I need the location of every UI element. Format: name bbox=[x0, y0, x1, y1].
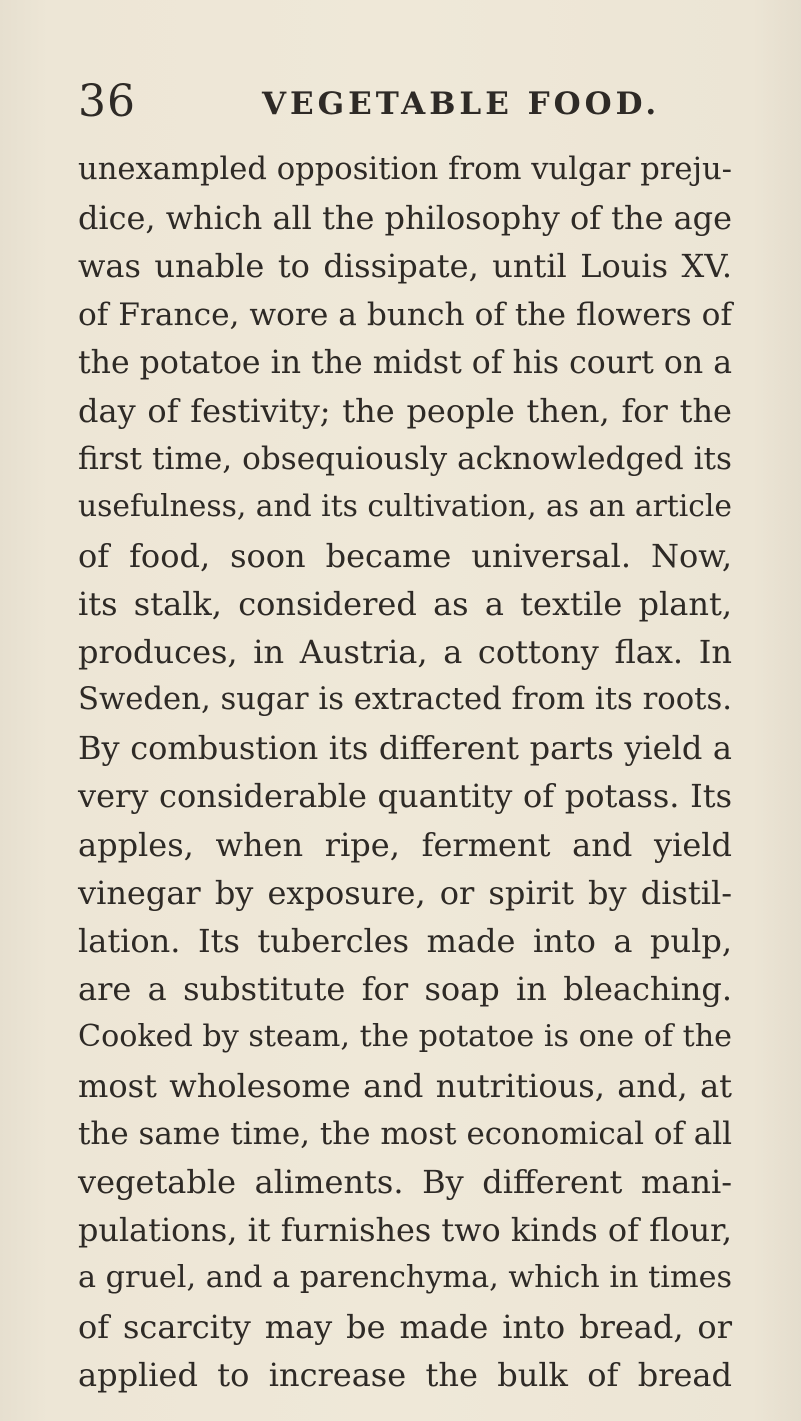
text-line: produces, in Austria, a cottony flax. In bbox=[78, 632, 732, 671]
page-header bbox=[78, 74, 738, 130]
text-line: Cooked by steam, the potatoe is one of the bbox=[78, 1019, 732, 1055]
text-line: vinegar by exposure, or spirit by distil- bbox=[78, 873, 732, 912]
text-line: usefulness, and its cultivation, as an article bbox=[78, 489, 732, 525]
text-line: pulations, it furnishes two kinds of flour, bbox=[78, 1211, 732, 1250]
page-number: 36 bbox=[78, 76, 136, 127]
text-line: day of festivity; the people then, for the bbox=[78, 391, 732, 430]
text-line: of France, wore a bunch of the flowers of bbox=[78, 296, 732, 333]
text-line: the same time, the most economical of all bbox=[78, 1115, 732, 1152]
text-line: lation. Its tubercles made into a pulp, bbox=[78, 922, 732, 960]
text-line: of food, soon became universal. Now, bbox=[78, 536, 732, 575]
text-line: the potatoe in the midst of his court on a bbox=[78, 344, 732, 381]
text-line: was unable to dissipate, until Louis XV. bbox=[78, 247, 732, 286]
text-line: are a substitute for soap in bleaching. bbox=[78, 970, 732, 1009]
text-line: a gruel, and a parenchyma, which in times bbox=[78, 1260, 732, 1296]
text-line: its stalk, considered as a textile plant, bbox=[78, 584, 732, 623]
running-head: VEGETABLE FOOD. bbox=[262, 86, 661, 122]
text-line: unexampled opposition from vulgar preju- bbox=[78, 152, 732, 187]
text-line: By combustion its different parts yield a bbox=[78, 729, 732, 768]
text-line: apples, when ripe, ferment and yield bbox=[78, 825, 732, 864]
text-line: vegetable aliments. By different mani- bbox=[78, 1162, 732, 1201]
text-line: Sweden, sugar is extracted from its roots. bbox=[78, 682, 732, 718]
text-line: applied to increase the bulk of bread bbox=[78, 1355, 732, 1394]
text-line: very considerable quantity of potass. Its bbox=[78, 777, 732, 816]
text-line: dice, which all the philosophy of the age bbox=[78, 199, 732, 238]
text-line: most wholesome and nutritious, and, at bbox=[78, 1066, 732, 1105]
text-line: of scarcity may be made into bread, or bbox=[78, 1307, 732, 1346]
text-line: first time, obsequiously acknowledged its bbox=[78, 441, 732, 478]
body-text bbox=[78, 146, 732, 1399]
